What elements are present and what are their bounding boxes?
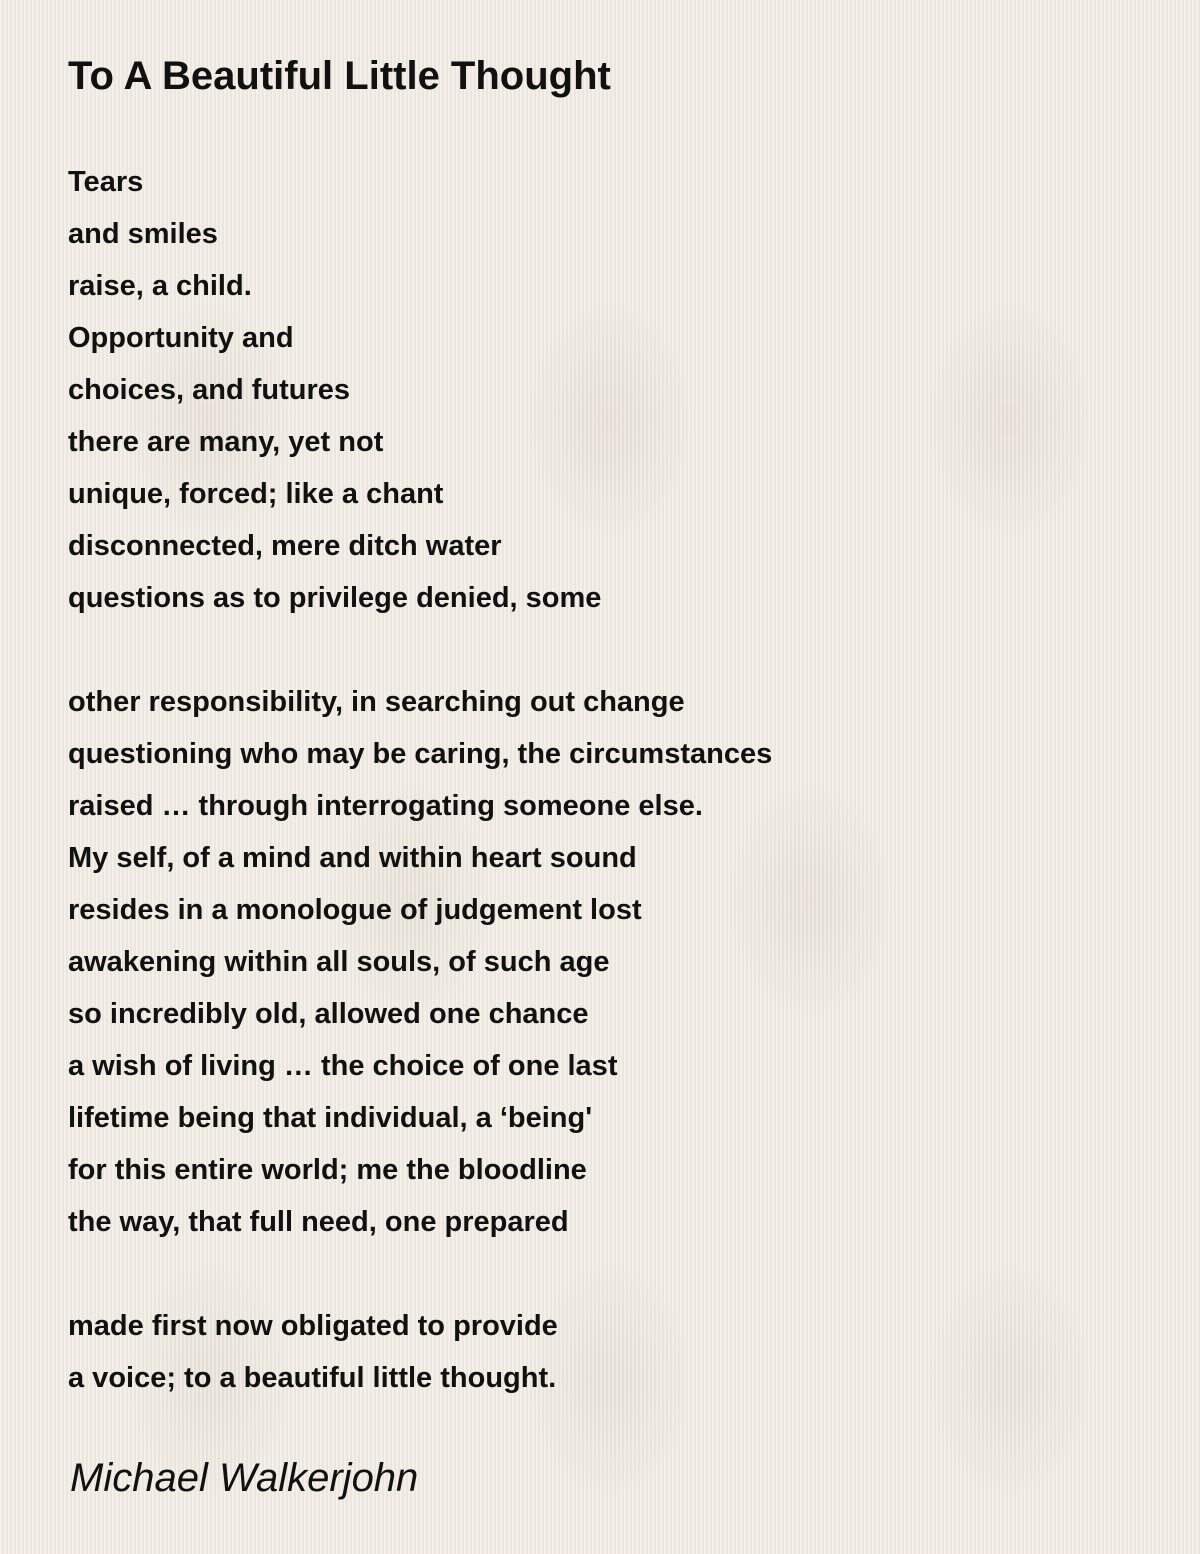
poem-line: for this entire world; me the bloodline [68,1154,587,1186]
poem-line: there are many, yet not [68,426,384,458]
poem-author: Michael Walkerjohn [70,1456,419,1500]
poem-line: choices, and futures [68,374,351,406]
poem-line: the way, that full need, one prepared [68,1206,569,1238]
poem-line: a wish of living … the choice of one last [68,1050,618,1082]
poem-line: raise, a child. [68,270,252,302]
poem-line: Opportunity and [68,322,294,354]
poem-line: questioning who may be caring, the circumstances [68,738,773,770]
poem-line: My self, of a mind and within heart sound [68,842,637,874]
poem-line: so incredibly old, allowed one chance [68,998,589,1030]
poem-line: made first now obligated to provide [68,1310,558,1342]
poem-line: disconnected, mere ditch water [68,530,502,562]
poem-title: To A Beautiful Little Thought [68,54,611,98]
poem-line: Tears [68,166,144,198]
poem-line: raised … through interrogating someone else. [68,790,703,822]
stanza-1 [68,156,1168,624]
poem-line: lifetime being that individual, a ‘being' [68,1102,593,1134]
poem-line: awakening within all souls, of such age [68,946,610,978]
poem-line: unique, forced; like a chant [68,478,444,510]
stanza-3 [68,1300,1168,1404]
poem-line: resides in a monologue of judgement lost [68,894,642,926]
poem-line: and smiles [68,218,218,250]
stanza-2 [68,676,1168,1248]
poem-line: a voice; to a beautiful little thought. [68,1362,557,1394]
poem-line: questions as to privilege denied, some [68,582,602,614]
poem-line: other responsibility, in searching out change [68,686,685,718]
poem-body [68,156,1168,1456]
